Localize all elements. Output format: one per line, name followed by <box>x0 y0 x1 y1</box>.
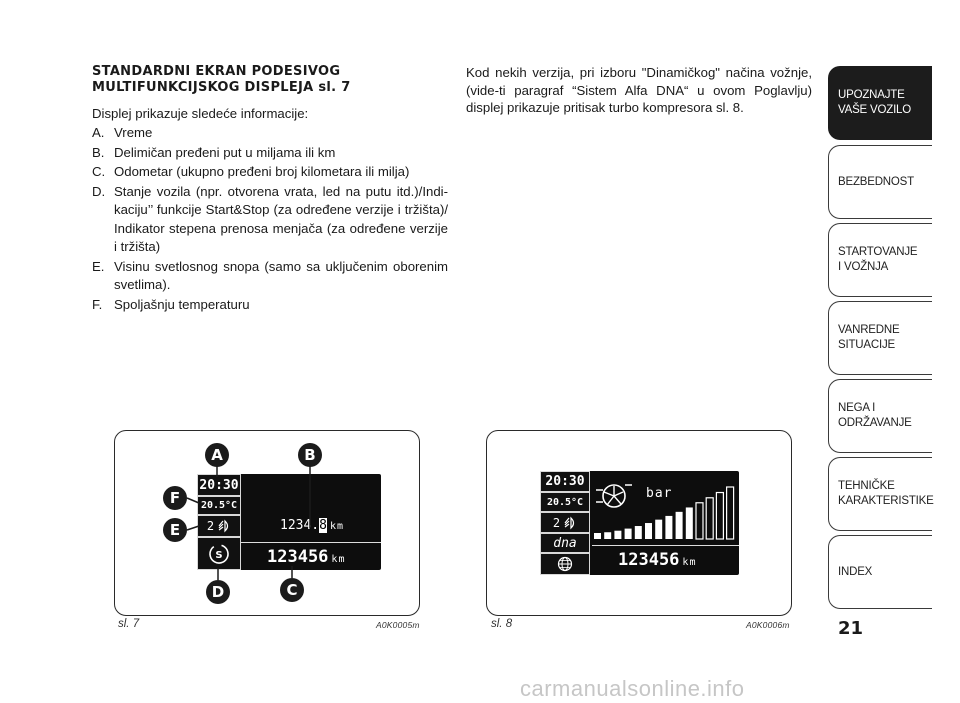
time-cell: 20:30 <box>540 471 590 492</box>
odometer-value: 123456 <box>267 547 329 567</box>
display-divider <box>592 545 739 546</box>
tab-label: TEHNIČKE KARAKTERISTIKE <box>838 480 934 507</box>
tab-startovanje-i-voznja[interactable] <box>828 223 932 297</box>
callout-a: A <box>205 443 229 467</box>
tab-label: BEZBEDNOST <box>838 175 914 188</box>
list-letter: A. <box>92 125 105 140</box>
globe-icon <box>557 556 573 572</box>
tab-label: NEGA I ODRŽAVANJE <box>838 402 912 429</box>
tab-tehnicke-karakteristike[interactable] <box>828 457 932 531</box>
pressure-unit: bar <box>646 486 673 501</box>
turbo-bar <box>727 487 734 539</box>
figure-7-caption: sl. 7 <box>118 618 140 630</box>
callout-b: B <box>298 443 322 467</box>
turbo-pressure-bars <box>594 485 739 541</box>
display-screen-turbo <box>540 471 739 575</box>
figure-7-code: A0K0005m <box>376 620 420 630</box>
time-cell: 20:30 <box>197 474 241 496</box>
odometer-readout <box>618 550 696 570</box>
turbo-bar <box>604 532 611 539</box>
turbo-bar <box>635 526 642 539</box>
intro-text: Displej prikazuje sledeće informacije: <box>92 106 309 121</box>
list-text: Vreme <box>114 125 153 140</box>
callout-d: D <box>206 580 230 604</box>
tab-bezbednost[interactable] <box>828 145 932 219</box>
turbo-bar <box>655 520 662 539</box>
page-number: 21 <box>838 618 864 639</box>
beam-level-value: 2 <box>206 519 215 533</box>
dna-mode-cell: dna <box>540 533 590 553</box>
temperature-cell: 20.5°C <box>540 492 590 512</box>
odometer-value: 123456 <box>618 550 680 570</box>
callout-c: C <box>280 578 304 602</box>
list-text: Spoljašnju temperaturu <box>114 296 250 312</box>
tab-label: INDEX <box>838 565 873 578</box>
trip-value: 1234. <box>280 518 320 533</box>
temperature-cell: 20.5°C <box>197 496 241 515</box>
start-stop-letter: S <box>215 549 223 561</box>
globe-cell <box>540 553 590 575</box>
list-text: Stanje vozila (npr. otvorena vrata, led na putu itd.)/Indi-kaciju’’ funkcije Start&Stop (za određene verzije i tržišta)/ Indikator stepena prenosa menjača (za određene verzije i tržišta) <box>114 183 448 254</box>
callout-f: F <box>163 486 187 510</box>
headlight-beam-icon <box>563 516 577 530</box>
list-letter: E. <box>92 258 105 274</box>
turbo-bar <box>696 503 703 539</box>
list-letter: B. <box>92 144 105 160</box>
turbo-bar <box>665 516 672 539</box>
tab-upoznajte-vase-vozilo[interactable] <box>828 66 932 140</box>
tab-index[interactable] <box>828 535 932 609</box>
turbo-bar <box>686 507 693 539</box>
turbo-paragraph: Kod nekih verzija, pri izboru "Dinamičkog" načina vožnje, (vide-ti paragraf “Sistem Alfa DNA“ u ovom Poglavlju) displej prikazuje pritisak turbo kompresora sl. 8. <box>466 65 812 115</box>
list-letter: D. <box>92 183 106 199</box>
turbo-bar <box>625 529 632 539</box>
tab-vanredne-situacije[interactable] <box>828 301 932 375</box>
list-text: Odometar (ukupno pređeni broj kilometara ili milja) <box>114 164 410 179</box>
figure-8-caption: sl. 8 <box>491 618 513 630</box>
turbo-bar <box>706 498 713 539</box>
watermark-text: carmanualsonline.info <box>520 676 745 701</box>
list-text: Delimičan pređeni put u miljama ili km <box>114 144 336 160</box>
turbo-bar <box>614 531 621 539</box>
beam-level-cell <box>540 512 590 533</box>
tab-label: UPOZNAJTE VAŠE VOZILO <box>838 89 911 116</box>
list-text: Visinu svetlosnog snopa (samo sa uključenim oborenim svetlima). <box>114 258 448 292</box>
tab-nega-i-odrzavanje[interactable] <box>828 379 932 453</box>
turbo-bar <box>676 512 683 539</box>
tab-label: STARTOVANJE I VOŽNJA <box>838 246 918 273</box>
trip-last-digit: 8 <box>319 518 327 533</box>
trip-unit: km <box>329 521 345 532</box>
heading-line-1: STANDARDNI EKRAN PODESIVOG <box>92 64 341 79</box>
figure-8-code: A0K0006m <box>746 620 790 630</box>
turbo-bar <box>645 523 652 539</box>
list-letter: C. <box>92 164 106 179</box>
heading-line-2: MULTIFUNKCIJSKOG DISPLEJA sl. 7 <box>92 80 351 95</box>
beam-level-value: 2 <box>552 515 561 530</box>
tab-label: VANREDNE SITUACIJE <box>838 324 900 351</box>
odometer-unit: km <box>331 554 346 565</box>
odometer-unit: km <box>682 557 697 568</box>
callout-e: E <box>163 518 187 542</box>
turbo-bar <box>594 533 601 539</box>
list-letter: F. <box>92 296 103 312</box>
turbo-bar <box>716 493 723 539</box>
